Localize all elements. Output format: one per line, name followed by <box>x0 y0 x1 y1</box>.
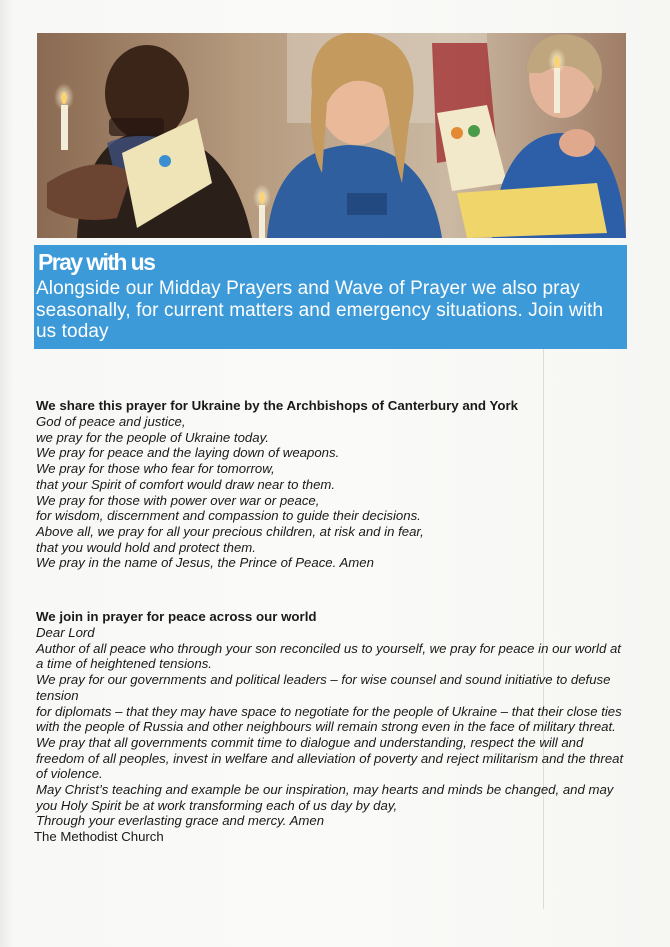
prayer-line: Dear Lord <box>36 625 95 640</box>
world-peace-prayer-section <box>36 609 636 845</box>
ukraine-prayer-text <box>36 414 636 571</box>
prayer-line: We pray in the name of Jesus, the Prince of Peace. Amen <box>36 555 374 571</box>
ukraine-prayer-section <box>36 398 636 571</box>
prayer-line: God of peace and justice, <box>36 414 186 429</box>
candle-prayer-photo <box>37 33 626 238</box>
prayer-line: We pray for those who fear for tomorrow, <box>36 461 275 477</box>
world-prayer-heading: We join in prayer for peace across our world <box>36 609 317 624</box>
ukraine-prayer-heading: We share this prayer for Ukraine by the Archbishops of Canterbury and York <box>36 398 519 413</box>
world-prayer-text <box>36 625 631 829</box>
prayer-line: that your Spirit of comfort would draw near to them. <box>36 476 336 492</box>
prayer-attribution: The Methodist Church <box>34 829 164 845</box>
banner-title: Pray with us <box>38 249 155 275</box>
prayer-line: Through your everlasting grace and mercy. Amen <box>36 813 325 829</box>
prayer-line: We pray for our governments and political leaders – for wise counsel and sound initiative to defuse tension <box>36 672 611 703</box>
banner-text: Alongside our Midday Prayers and Wave of Prayer we also pray seasonally, for current matters and emergency situations. Join with us today <box>36 278 604 342</box>
prayer-line: We pray that all governments commit time to dialogue and understanding, respect the will and freedom of all peoples, invest in welfare and alleviation of poverty and reject militarism and the threat of violence. <box>36 734 624 782</box>
prayer-line: that you would hold and protect them. <box>36 539 256 555</box>
pray-with-us-banner <box>34 245 627 349</box>
prayer-line: Author of all peace who through your son reconciled us to yourself, we pray for peace in our world at a time of heightened tensions. <box>36 640 621 672</box>
prayer-line: We pray for peace and the laying down of weapons. <box>36 445 340 461</box>
prayer-line: for wisdom, discernment and compassion to guide their decisions. <box>36 508 421 524</box>
photo-illustration <box>37 33 626 238</box>
prayer-line: May Christ’s teaching and example be our inspiration, may hearts and minds be changed, and may you Holy Spirit be at work transforming each of us day by day, <box>36 782 614 813</box>
prayer-line: we pray for the people of Ukraine today. <box>36 429 269 445</box>
prayer-line: for diplomats – that they may have space to negotiate for the people of Ukraine – that their close ties with the people of Russia and other neighbours will remain strong even in the face of military threat. <box>36 703 622 735</box>
prayer-line: Above all, we pray for all your precious children, at risk and in fear, <box>36 523 424 539</box>
prayer-line: We pray for those with power over war or peace, <box>36 492 320 508</box>
